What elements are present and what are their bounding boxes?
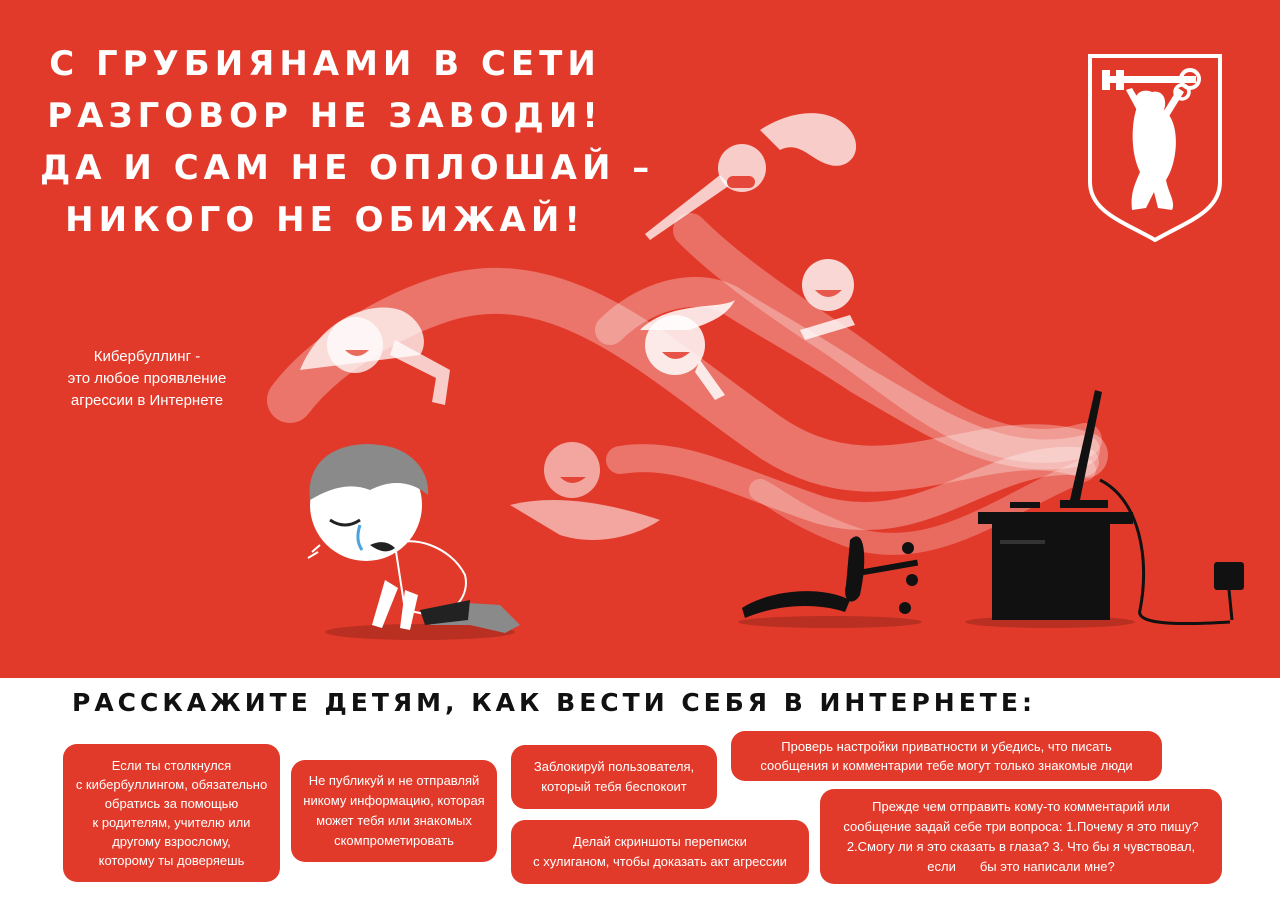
tip-block-user	[511, 745, 717, 809]
tip-line: которому ты доверяешь	[98, 853, 245, 868]
tip-line: обратись за помощью	[104, 796, 239, 811]
tip-line: Не публикуй и не отправляй	[308, 773, 480, 788]
tip-line: Делай скриншоты переписки	[573, 834, 747, 849]
tip-seek-help	[63, 744, 280, 882]
tip-do-not-publish	[291, 760, 497, 862]
tip-privacy-settings	[731, 731, 1162, 781]
tip-line: который тебя беспокоит	[541, 779, 687, 794]
tip-line: Если ты столкнулся	[111, 758, 232, 773]
tip-line: может тебя или знакомых	[316, 813, 472, 828]
headline-line: С ГРУБИЯНАМИ В СЕТИ	[49, 44, 601, 84]
ghost-bully-pointing	[645, 113, 856, 240]
headline-line: РАЗГОВОР НЕ ЗАВОДИ!	[47, 96, 603, 136]
headline-line: ДА И САМ НЕ ОПЛОШАЙ –	[40, 148, 655, 188]
tip-line: Прежде чем отправить кому-то комментарий или	[872, 798, 1170, 814]
headline-line: НИКОГО НЕ ОБИЖАЙ!	[65, 200, 585, 240]
tip-line: 2.Смогу ли я это сказать в глаза? 3. Что бы я чувствовал,	[846, 838, 1196, 854]
tip-line: с кибербуллингом, обязательно	[75, 777, 268, 792]
crying-child	[308, 444, 520, 640]
tip-three-questions	[820, 789, 1222, 884]
tip-line: никому информацию, которая	[303, 793, 485, 808]
tip-line: скомпрометировать	[334, 833, 454, 848]
tip-fragment: бы это написали мне?	[979, 858, 1115, 874]
tip-line	[843, 857, 1198, 877]
tip-fragment: если	[927, 858, 956, 874]
definition-line: агрессии в Интернете	[70, 392, 224, 409]
tip-line: к родителям, учителю или	[92, 815, 251, 830]
tip-line: Заблокируй пользователя,	[533, 759, 695, 774]
definition-line: Кибербуллинг -	[93, 348, 201, 365]
tip-line: сообщения и комментарии тебе могут только знакомые люди	[760, 758, 1133, 773]
bear-with-key-coat-of-arms-icon	[1086, 52, 1224, 242]
tip-line: с хулиганом, чтобы доказать акт агрессии	[533, 854, 787, 869]
tip-line: Проверь настройки приватности и убедись, что писать	[781, 739, 1112, 754]
tips-section-title: РАССКАЖИТЕ ДЕТЯМ, КАК ВЕСТИ СЕБЯ В ИНТЕРНЕТЕ:	[72, 688, 1036, 717]
definition-line: это любое проявление	[67, 370, 227, 387]
tip-take-screenshots	[511, 820, 809, 884]
tip-line: другому взрослому,	[112, 834, 231, 849]
tip-line: сообщение задай себе три вопроса: 1.Почему я это пишу?	[843, 818, 1199, 834]
